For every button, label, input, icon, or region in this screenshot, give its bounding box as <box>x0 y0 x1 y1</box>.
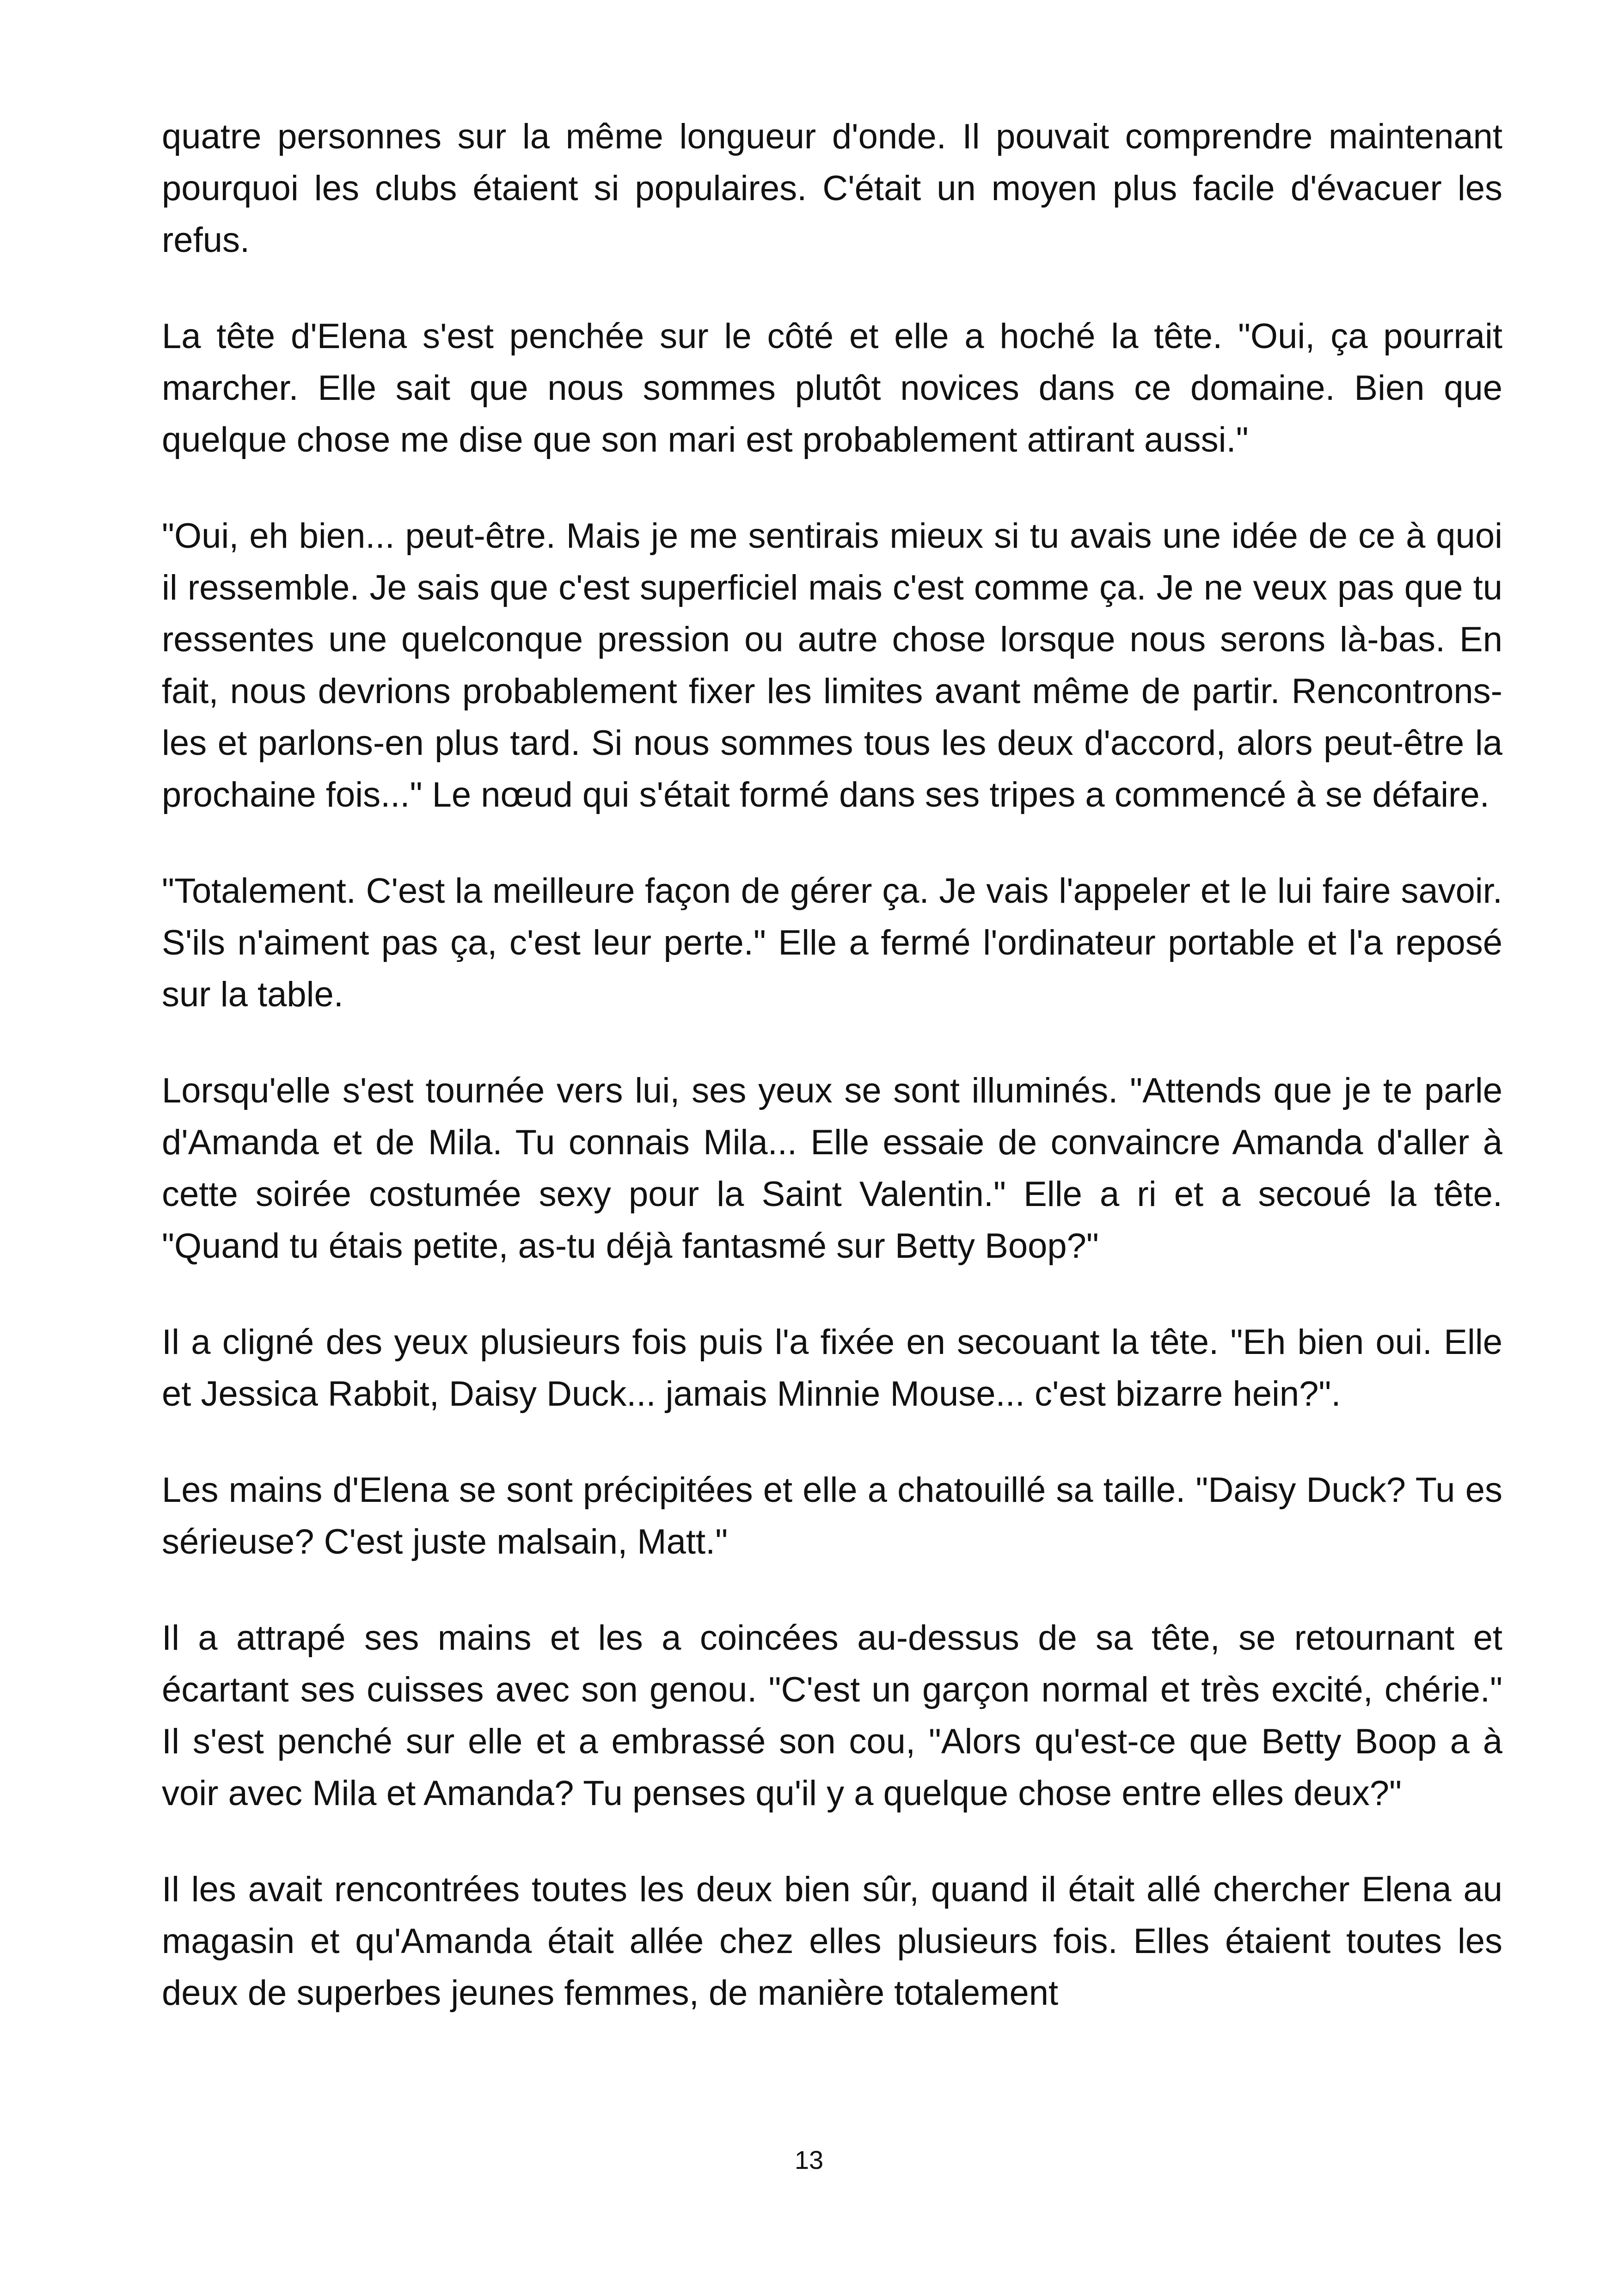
paragraph-8: Il a attrapé ses mains et les a coincées au-dessus de sa tête, se retournant et écartant ses cuisses avec son genou. "C'est un garçon normal et très excité, chérie." Il s'est penché sur elle et a embrassé son cou, "Alors qu'est-ce que Betty Boop a à voir avec Mila et Amanda? Tu penses qu'il y a quelque chose entre elles deux?" <box>162 1618 1502 1813</box>
page-body <box>162 111 1502 2019</box>
page-number: 13 <box>794 2145 824 2174</box>
paragraph-6: Il a cligné des yeux plusieurs fois puis l'a fixée en secouant la tête. "Eh bien oui. Elle et Jessica Rabbit, Daisy Duck... jamais Minnie Mouse... c'est bizarre hein?". <box>162 1322 1502 1414</box>
paragraph-1: quatre personnes sur la même longueur d'onde. Il pouvait comprendre maintenant pourquoi les clubs étaient si populaires. C'était un moyen plus facile d'évacuer les refus. <box>162 117 1502 260</box>
paragraph-7: Les mains d'Elena se sont précipitées et elle a chatouillé sa taille. "Daisy Duck? Tu es sérieuse? C'est juste malsain, Matt." <box>162 1470 1502 1561</box>
paragraph-3: "Oui, eh bien... peut-être. Mais je me sentirais mieux si tu avais une idée de ce à quoi il ressemble. Je sais que c'est superficiel mais c'est comme ça. Je ne veux pas que tu ressentes une quelconque pression ou autre chose lorsque nous serons là-bas. En fait, nous devrions probablement fixer les limites avant même de partir. Rencontrons-les et parlons-en plus tard. Si nous sommes tous les deux d'accord, alors peut-être la prochaine fois..." Le nœud qui s'était formé dans ses tripes a commencé à se défaire. <box>162 516 1502 814</box>
paragraph-4: "Totalement. C'est la meilleure façon de gérer ça. Je vais l'appeler et le lui faire savoir. S'ils n'aiment pas ça, c'est leur perte." Elle a fermé l'ordinateur portable et l'a reposé sur la table. <box>162 871 1502 1014</box>
paragraph-5: Lorsqu'elle s'est tournée vers lui, ses yeux se sont illuminés. "Attends que je te parle d'Amanda et de Mila. Tu connais Mila... Elle essaie de convaincre Amanda d'aller à cette soirée costumée sexy pour la Saint Valentin." Elle a ri et a secoué la tête. "Quand tu étais petite, as-tu déjà fantasmé sur Betty Boop?" <box>162 1071 1502 1266</box>
paragraph-2: La tête d'Elena s'est penchée sur le côté et elle a hoché la tête. "Oui, ça pourrait marcher. Elle sait que nous sommes plutôt novices dans ce domaine. Bien que quelque chose me dise que son mari est probablement attirant aussi." <box>162 317 1502 459</box>
paragraph-9: Il les avait rencontrées toutes les deux bien sûr, quand il était allé chercher Elena au magasin et qu'Amanda était allée chez elles plusieurs fois. Elles étaient toutes les deux de superbes jeunes femmes, de manière totalement <box>162 1870 1502 2013</box>
